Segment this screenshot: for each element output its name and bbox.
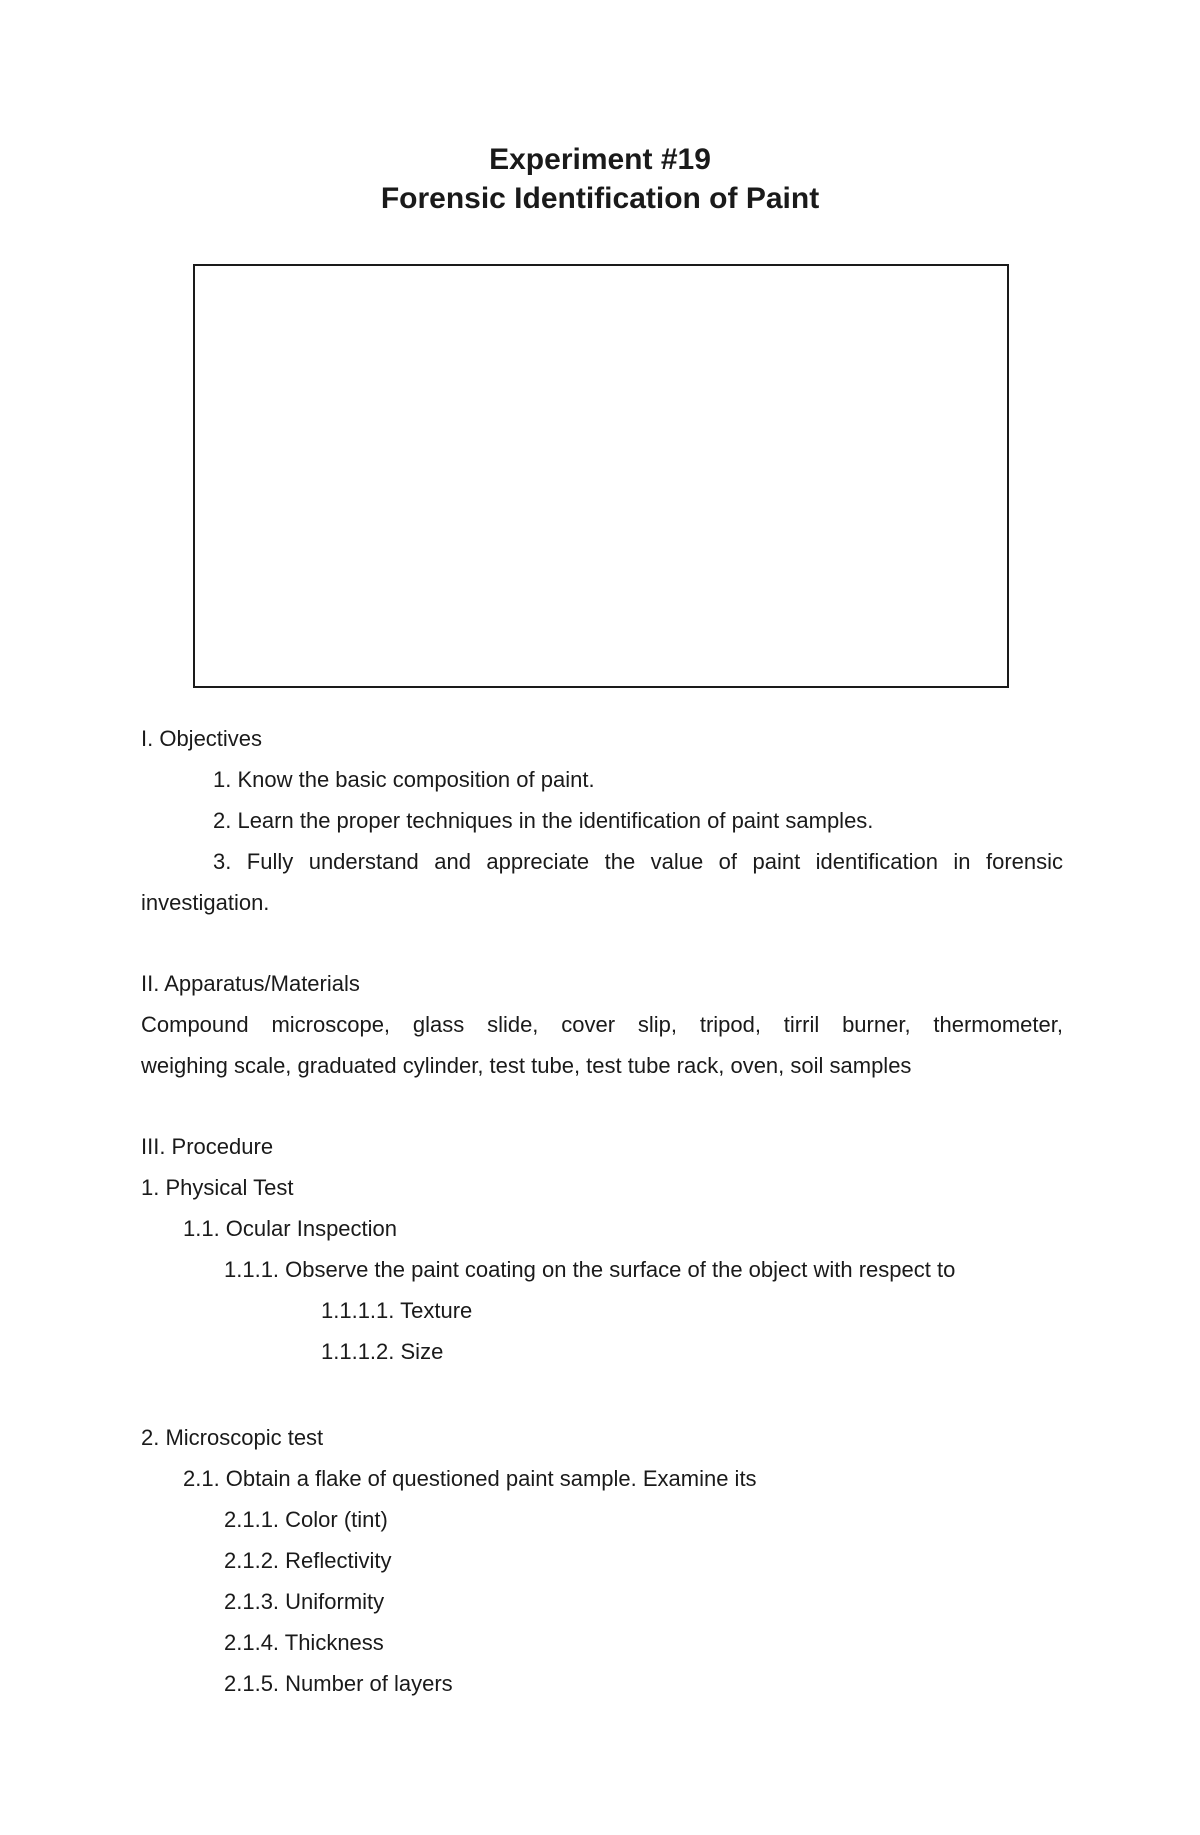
number-of-layers-item: 2.1.5. Number of layers xyxy=(224,1671,453,1696)
apparatus-list-line-1: Compound microscope, glass slide, cover slip, tripod, tirril burner, thermometer, xyxy=(141,1012,1063,1037)
physical-test-heading: 1. Physical Test xyxy=(141,1175,294,1200)
obtain-flake-item: 2.1. Obtain a flake of questioned paint sample. Examine its xyxy=(183,1466,757,1491)
observe-coating-item: 1.1.1. Observe the paint coating on the surface of the object with respect to xyxy=(224,1257,956,1282)
objective-item-2: 2. Learn the proper techniques in the identification of paint samples. xyxy=(213,808,874,833)
color-item: 2.1.1. Color (tint) xyxy=(224,1507,388,1532)
texture-item: 1.1.1.1. Texture xyxy=(321,1298,473,1323)
objective-item-3-line-1: 3. Fully understand and appreciate the value of paint identification in forensic xyxy=(213,849,1063,874)
experiment-number-title: Experiment #19 xyxy=(489,143,711,176)
objective-item-1: 1. Know the basic composition of paint. xyxy=(213,767,595,792)
uniformity-item: 2.1.3. Uniformity xyxy=(224,1589,385,1614)
apparatus-list-line-2: weighing scale, graduated cylinder, test tube, test tube rack, oven, soil samples xyxy=(141,1053,912,1078)
microscopic-test-heading: 2. Microscopic test xyxy=(141,1425,324,1450)
image-placeholder-box xyxy=(193,264,1009,688)
reflectivity-item: 2.1.2. Reflectivity xyxy=(224,1548,392,1573)
experiment-name-title: Forensic Identification of Paint xyxy=(380,182,820,215)
thickness-item: 2.1.4. Thickness xyxy=(224,1630,384,1655)
procedure-heading: III. Procedure xyxy=(141,1134,274,1159)
apparatus-heading: II. Apparatus/Materials xyxy=(141,971,360,996)
objectives-heading: I. Objectives xyxy=(141,726,263,751)
ocular-inspection-item: 1.1. Ocular Inspection xyxy=(183,1216,398,1241)
objective-item-3-line-2: investigation. xyxy=(141,890,270,915)
size-item: 1.1.1.2. Size xyxy=(321,1339,444,1364)
